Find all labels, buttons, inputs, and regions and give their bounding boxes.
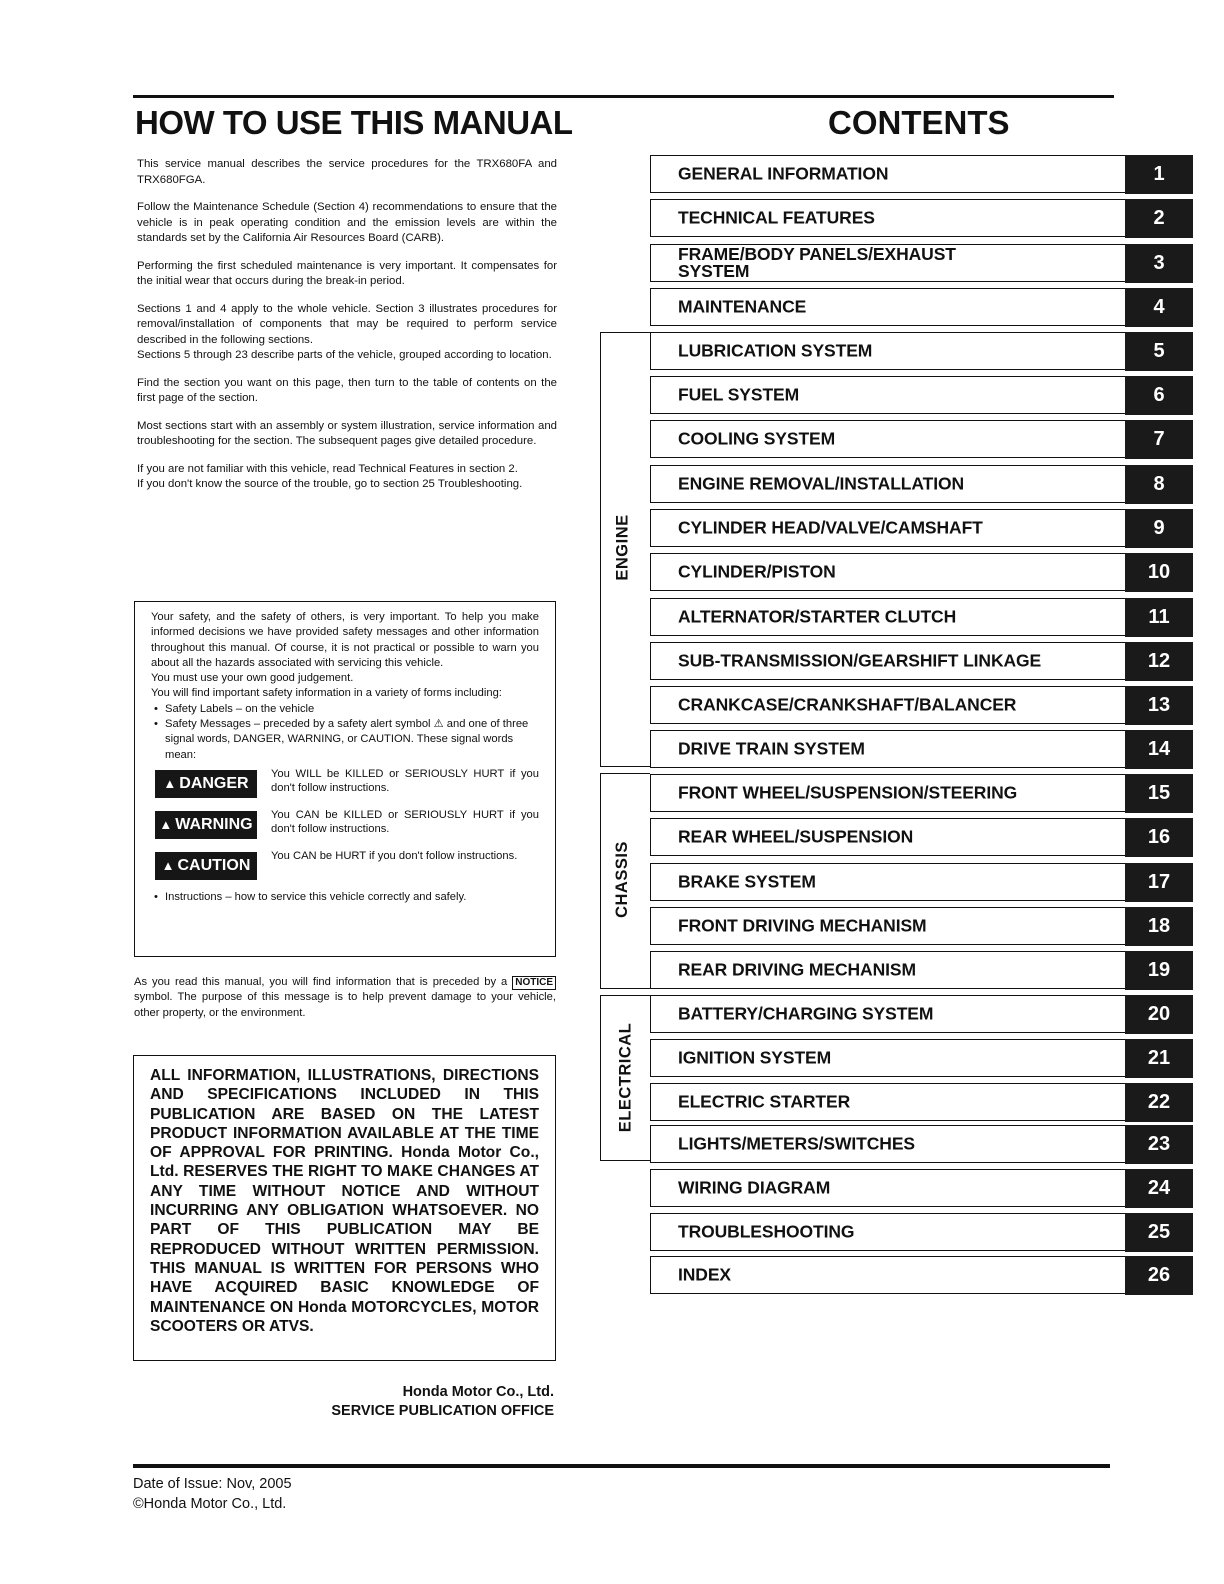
- toc-number: 20: [1125, 995, 1193, 1034]
- toc-row[interactable]: [650, 598, 1193, 636]
- contents-title: CONTENTS: [828, 104, 1010, 141]
- toc-number: 1: [1125, 155, 1193, 194]
- toc-row[interactable]: [650, 553, 1193, 591]
- toc-number: 17: [1125, 863, 1193, 902]
- toc-row[interactable]: [650, 1213, 1193, 1251]
- badge-label: CAUTION: [177, 857, 251, 875]
- toc-label: LUBRICATION SYSTEM: [678, 340, 873, 361]
- toc-number: 2: [1125, 199, 1193, 238]
- intro-paragraph: Find the section you want on this page, then turn to the table of contents on the first page of the section.: [137, 376, 557, 404]
- safety-list: [151, 890, 539, 905]
- toc-label: ENGINE REMOVAL/INSTALLATION: [678, 473, 965, 494]
- toc-number: 23: [1125, 1125, 1193, 1164]
- toc-row[interactable]: [650, 1125, 1193, 1163]
- toc-label: CRANKCASE/CRANKSHAFT/BALANCER: [678, 694, 1017, 715]
- signal-text: You CAN be KILLED or SERIOUSLY HURT if you don't follow instructions.: [271, 808, 539, 836]
- toc-row[interactable]: [650, 509, 1193, 547]
- toc-row[interactable]: [650, 288, 1193, 326]
- toc-number: 14: [1125, 730, 1193, 769]
- alert-triangle-icon: ▲: [161, 858, 175, 874]
- toc-label: GENERAL INFORMATION: [678, 163, 889, 184]
- intro-paragraph: If you are not familiar with this vehicle, read Technical Features in section 2.: [137, 462, 518, 475]
- toc-row[interactable]: [650, 818, 1193, 856]
- safety-intro: Your safety, and the safety of others, is very important. To help you make informed decisions we have provided safety messages and other information throughout this manual. Of course, it is not practical or possible to warn you about all the hazards associated with servicing this vehicle.: [151, 611, 539, 669]
- toc-label: CYLINDER/PISTON: [678, 561, 836, 582]
- badge-label: DANGER: [179, 775, 249, 793]
- toc-row[interactable]: [650, 1256, 1193, 1294]
- safety-variety: You will find important safety information in a variety of forms including:: [151, 687, 502, 700]
- toc-number: 8: [1125, 465, 1193, 504]
- toc-label: BRAKE SYSTEM: [678, 871, 816, 892]
- toc-row[interactable]: [650, 465, 1193, 503]
- manual-title: HOW TO USE THIS MANUAL: [135, 104, 573, 141]
- toc-row[interactable]: [650, 376, 1193, 414]
- copyright: ©Honda Motor Co., Ltd.: [133, 1496, 287, 1512]
- intro-paragraph: Sections 5 through 23 describe parts of the vehicle, grouped according to location.: [137, 349, 552, 361]
- danger-badge: [155, 770, 257, 798]
- toc-number: 16: [1125, 818, 1193, 857]
- intro-text: [137, 157, 557, 505]
- toc-row[interactable]: [650, 863, 1193, 901]
- toc-number: 5: [1125, 332, 1193, 371]
- toc-number: 13: [1125, 686, 1193, 725]
- date-of-issue: Date of Issue: Nov, 2005: [133, 1476, 292, 1492]
- toc-row[interactable]: [650, 730, 1193, 768]
- signoff-office: SERVICE PUBLICATION OFFICE: [331, 1403, 554, 1419]
- intro-paragraph: Follow the Maintenance Schedule (Section 4) recommendations to ensure that the vehicle is in peak operating condition and the emission levels are within the standards set by the California Air Resources Board (CARB).: [137, 201, 557, 244]
- safety-judgement: You must use your own good judgement.: [151, 672, 354, 685]
- safety-box: [134, 601, 556, 957]
- signal-caution: [155, 849, 539, 880]
- badge-label: WARNING: [175, 816, 253, 834]
- safety-bullet-instructions: • Instructions – how to service this vehicle correctly and safely.: [165, 890, 539, 905]
- intro-paragraph: This service manual describes the service procedures for the TRX680FA and TRX680FGA.: [137, 158, 557, 186]
- toc-label: BATTERY/CHARGING SYSTEM: [678, 1003, 934, 1024]
- toc-number: 22: [1125, 1083, 1193, 1122]
- toc-label: FUEL SYSTEM: [678, 384, 800, 405]
- toc-number: 10: [1125, 553, 1193, 592]
- group-engine: [600, 332, 650, 767]
- toc-row[interactable]: [650, 995, 1193, 1033]
- toc-row[interactable]: [650, 907, 1193, 945]
- toc-label: ALTERNATOR/STARTER CLUTCH: [678, 606, 957, 627]
- group-label-chassis: CHASSIS: [612, 841, 631, 918]
- toc-row[interactable]: [650, 199, 1193, 237]
- toc-label: SUB-TRANSMISSION/GEARSHIFT LINKAGE: [678, 650, 1042, 671]
- toc-label: ELECTRIC STARTER: [678, 1091, 851, 1112]
- signal-warning: [155, 808, 539, 839]
- group-label-engine: ENGINE: [613, 514, 632, 581]
- alert-triangle-icon: ▲: [159, 817, 173, 833]
- intro-paragraph: Most sections start with an assembly or system illustration, service information and troubleshooting for the section. The subsequent pages give detailed procedure.: [137, 419, 557, 447]
- intro-paragraph: Performing the first scheduled maintenance is very important. It compensates for the initial wear that occurs during the break-in period.: [137, 259, 557, 287]
- safety-list: [151, 702, 539, 763]
- toc-row[interactable]: [650, 1169, 1193, 1207]
- intro-paragraph: Sections 1 and 4 apply to the whole vehicle. Section 3 illustrates procedures for removal/installation of components that may be required to perform service described in the following sections.: [137, 302, 557, 346]
- safety-bullet-messages: • Safety Messages – preceded by a safety alert symbol ⚠ and one of three signal words, DANGER, WARNING, or CAUTION. These signal words mean:: [165, 717, 539, 763]
- signoff-company: Honda Motor Co., Ltd.: [402, 1384, 554, 1400]
- notice-text-after: symbol. The purpose of this message is to help prevent damage to your vehicle, other property, or the environment.: [134, 991, 556, 1019]
- toc-number: 9: [1125, 509, 1193, 548]
- toc-label: TECHNICAL FEATURES: [678, 207, 875, 228]
- toc-row[interactable]: [650, 774, 1193, 812]
- alert-triangle-icon: ▲: [163, 776, 177, 792]
- toc-row[interactable]: [650, 642, 1193, 680]
- toc-label: MAINTENANCE: [678, 296, 807, 317]
- top-rule: [133, 95, 1114, 98]
- caution-badge: [155, 852, 257, 880]
- safety-bullet-labels: • Safety Labels – on the vehicle: [165, 702, 539, 717]
- group-chassis: [600, 773, 650, 989]
- toc-label: FRONT WHEEL/SUSPENSION/STEERING: [678, 782, 1018, 803]
- toc-number: 15: [1125, 774, 1193, 813]
- toc-number: 7: [1125, 420, 1193, 459]
- toc-row[interactable]: [650, 244, 1193, 282]
- toc-label: DRIVE TRAIN SYSTEM: [678, 738, 865, 759]
- toc-number: 12: [1125, 642, 1193, 681]
- toc-row[interactable]: [650, 951, 1193, 989]
- toc-label: IGNITION SYSTEM: [678, 1047, 832, 1068]
- toc-label: FRONT DRIVING MECHANISM: [678, 915, 927, 936]
- toc-number: 4: [1125, 288, 1193, 327]
- group-electrical: [600, 995, 650, 1161]
- signoff: [200, 1383, 554, 1421]
- toc-number: 6: [1125, 376, 1193, 415]
- toc-number: 24: [1125, 1169, 1193, 1208]
- toc-label: LIGHTS/METERS/SWITCHES: [678, 1133, 915, 1154]
- toc-label: WIRING DIAGRAM: [678, 1177, 831, 1198]
- toc-label: REAR WHEEL/SUSPENSION: [678, 826, 914, 847]
- toc-number: 25: [1125, 1213, 1193, 1252]
- toc-number: 26: [1125, 1256, 1193, 1295]
- toc-number: 3: [1125, 244, 1193, 283]
- signal-danger: [155, 767, 539, 798]
- toc-label: FRAME/BODY PANELS/EXHAUST SYSTEM: [678, 244, 956, 281]
- toc-number: 18: [1125, 907, 1193, 946]
- toc-row[interactable]: [650, 686, 1193, 724]
- toc-label: INDEX: [678, 1264, 731, 1285]
- toc-row[interactable]: [650, 332, 1193, 370]
- toc-label: CYLINDER HEAD/VALVE/CAMSHAFT: [678, 517, 983, 538]
- intro-paragraph: If you don't know the source of the trouble, go to section 25 Troubleshooting.: [137, 478, 523, 490]
- toc-label: REAR DRIVING MECHANISM: [678, 959, 916, 980]
- toc-row[interactable]: [650, 1039, 1193, 1077]
- notice-text-before: As you read this manual, you will find information that is preceded by a: [134, 976, 508, 988]
- toc-row[interactable]: [650, 155, 1193, 193]
- signal-text: You WILL be KILLED or SERIOUSLY HURT if you don't follow instructions.: [271, 767, 539, 795]
- footer: [133, 1474, 292, 1514]
- toc-label: COOLING SYSTEM: [678, 428, 836, 449]
- toc-number: 21: [1125, 1039, 1193, 1078]
- toc-number: 11: [1125, 598, 1193, 637]
- notice-paragraph: [134, 975, 556, 1021]
- toc-number: 19: [1125, 951, 1193, 990]
- signal-text: You CAN be HURT if you don't follow instructions.: [271, 849, 518, 862]
- toc-label: TROUBLESHOOTING: [678, 1221, 855, 1242]
- legal-disclaimer: ALL INFORMATION, ILLUSTRATIONS, DIRECTIONS AND SPECIFICATIONS INCLUDED IN THIS PUBLICATION ARE BASED ON THE LATEST PRODUCT INFORMATION AVAILABLE AT THE TIME OF APPROVAL FOR PRINTING. Honda Motor Co., Ltd. RESERVES THE RIGHT TO MAKE CHANGES AT ANY TIME WITHOUT NOTICE AND WITHOUT INCURRING ANY OBLIGATION WHATSOEVER. NO PART OF THIS PUBLICATION MAY BE REPRODUCED WITHOUT WRITTEN PERMISSION. THIS MANUAL IS WRITTEN FOR PERSONS WHO HAVE ACQUIRED BASIC KNOWLEDGE OF MAINTENANCE ON Honda MOTORCYCLES, MOTOR SCOOTERS OR ATVS.: [133, 1055, 556, 1361]
- bottom-rule: [133, 1464, 1110, 1468]
- warning-badge: [155, 811, 257, 839]
- toc-row[interactable]: [650, 1083, 1193, 1121]
- toc-row[interactable]: [650, 420, 1193, 458]
- notice-mark: NOTICE: [512, 976, 556, 990]
- group-label-electrical: ELECTRICAL: [616, 1022, 635, 1133]
